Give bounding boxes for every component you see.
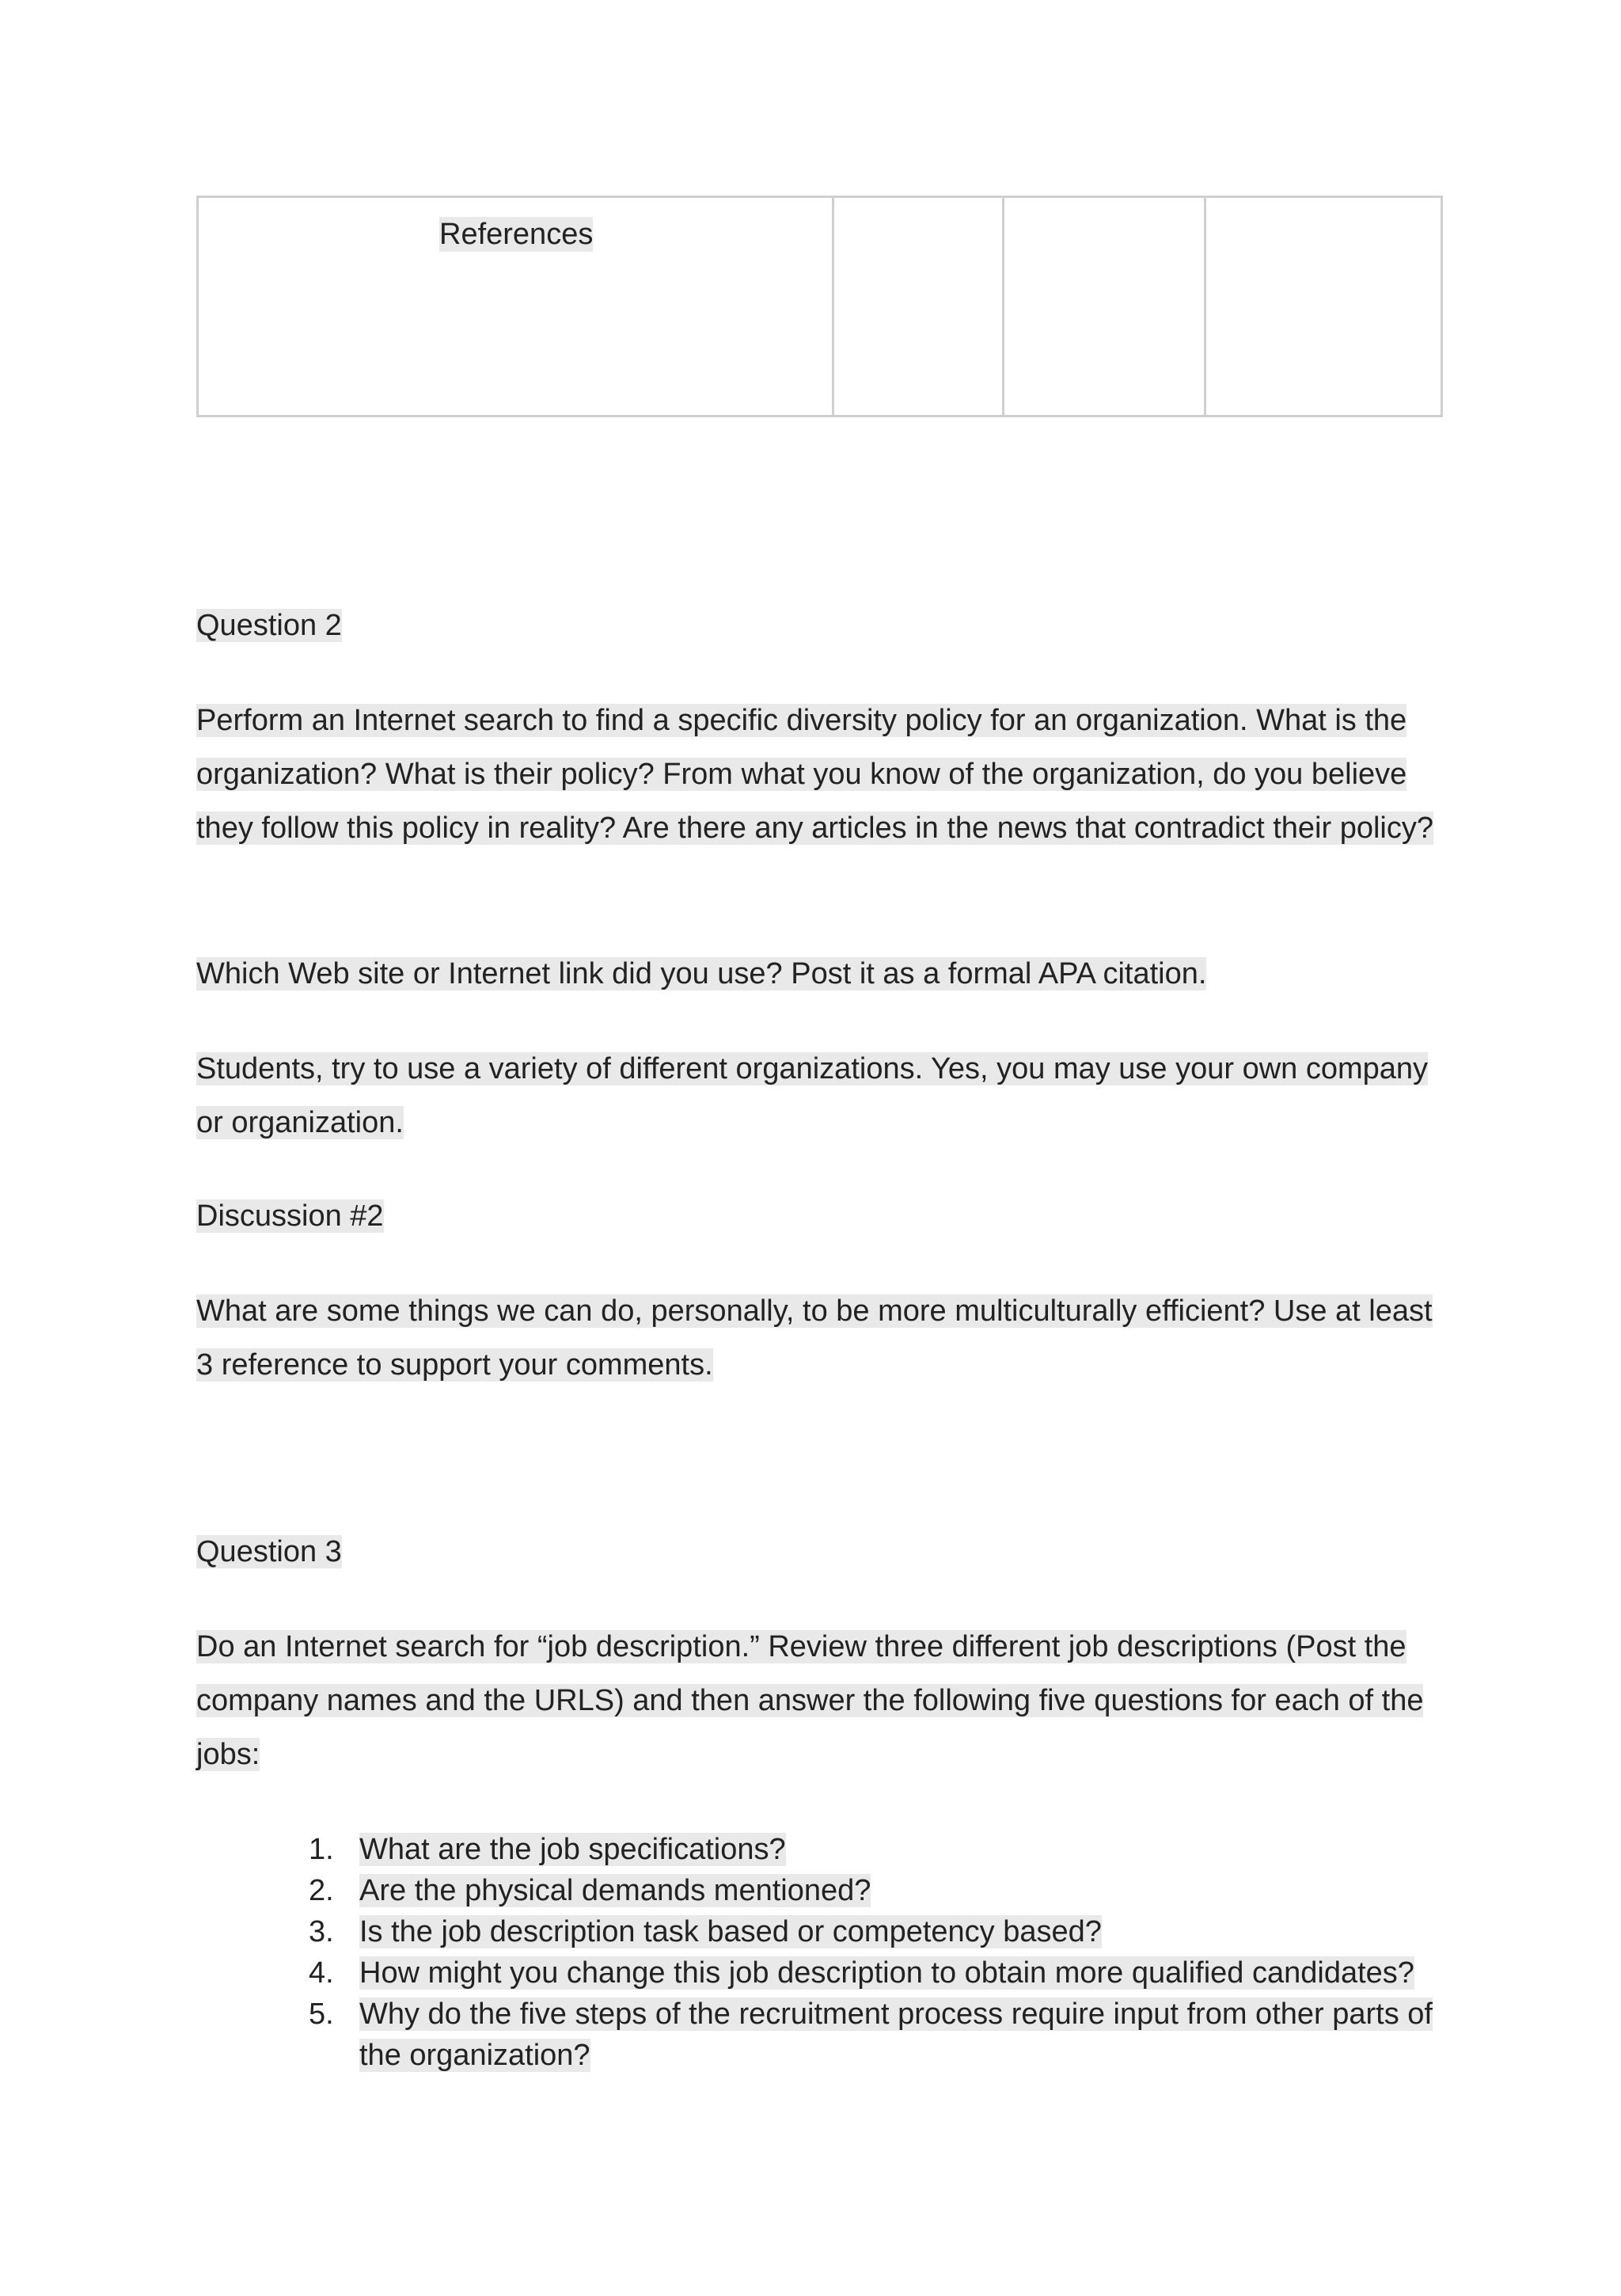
list-item-text: Is the job description task based or competency based?	[359, 1915, 1102, 1948]
question-3-paragraph-text: Do an Internet search for “job description.” Review three different job descriptions (Post the company names and the URLS) and then answer the following five questions for each of the jobs:	[196, 1630, 1424, 1771]
discussion-2-heading-text: Discussion #2	[196, 1199, 384, 1233]
table-row	[198, 197, 1442, 416]
list-item	[309, 1870, 1464, 1911]
references-label: References	[439, 218, 594, 251]
question-3-list	[309, 1829, 1464, 2076]
list-item	[309, 1911, 1464, 1952]
question-2-heading	[196, 599, 1447, 652]
list-item-text: How might you change this job description to obtain more qualified candidates?	[359, 1956, 1414, 1990]
list-item-number: 5.	[309, 1998, 334, 2031]
question-2-paragraph-3-text: Students, try to use a variety of different organizations. Yes, you may use your own company or organization.	[196, 1052, 1429, 1139]
question-2-heading-text: Question 2	[196, 609, 342, 642]
question-2-paragraph-1	[196, 694, 1447, 855]
question-2-paragraph-2-text: Which Web site or Internet link did you use? Post it as a formal APA citation.	[196, 957, 1207, 990]
references-table	[196, 196, 1443, 417]
question-3-paragraph	[196, 1620, 1447, 1781]
question-2-paragraph-3	[196, 1042, 1447, 1150]
list-item-number: 4.	[309, 1956, 334, 1990]
question-3-heading-text: Question 3	[196, 1535, 342, 1568]
discussion-2-paragraph-text: What are some things we can do, personally, to be more multiculturally efficient? Use at least 3 reference to support your comments.	[196, 1294, 1433, 1382]
list-item-number: 3.	[309, 1915, 334, 1948]
question-2-paragraph-2	[196, 947, 1447, 1001]
list-item	[309, 1829, 1464, 1870]
list-item-number: 1.	[309, 1833, 334, 1866]
list-item-text: Are the physical demands mentioned?	[359, 1874, 871, 1907]
table-cell-references	[198, 197, 833, 416]
list-item-text: What are the job specifications?	[359, 1833, 786, 1866]
question-2-paragraph-1-text: Perform an Internet search to find a specific diversity policy for an organization. What is the organization? What is their policy? From what you know of the organization, do you believe they follow this policy in reality? Are there any articles in the news that contradict their policy?	[196, 704, 1433, 845]
question-3-heading	[196, 1525, 1447, 1579]
list-item-number: 2.	[309, 1874, 334, 1907]
table-cell-empty	[833, 197, 1004, 416]
table-cell-empty	[1004, 197, 1205, 416]
table-cell-empty	[1205, 197, 1442, 416]
discussion-2-heading	[196, 1189, 1447, 1243]
discussion-2-paragraph	[196, 1284, 1447, 1392]
list-item-text: Why do the five steps of the recruitment process require input from other parts of the organization?	[359, 1998, 1433, 2072]
list-item	[309, 1994, 1464, 2076]
list-item	[309, 1952, 1464, 1994]
